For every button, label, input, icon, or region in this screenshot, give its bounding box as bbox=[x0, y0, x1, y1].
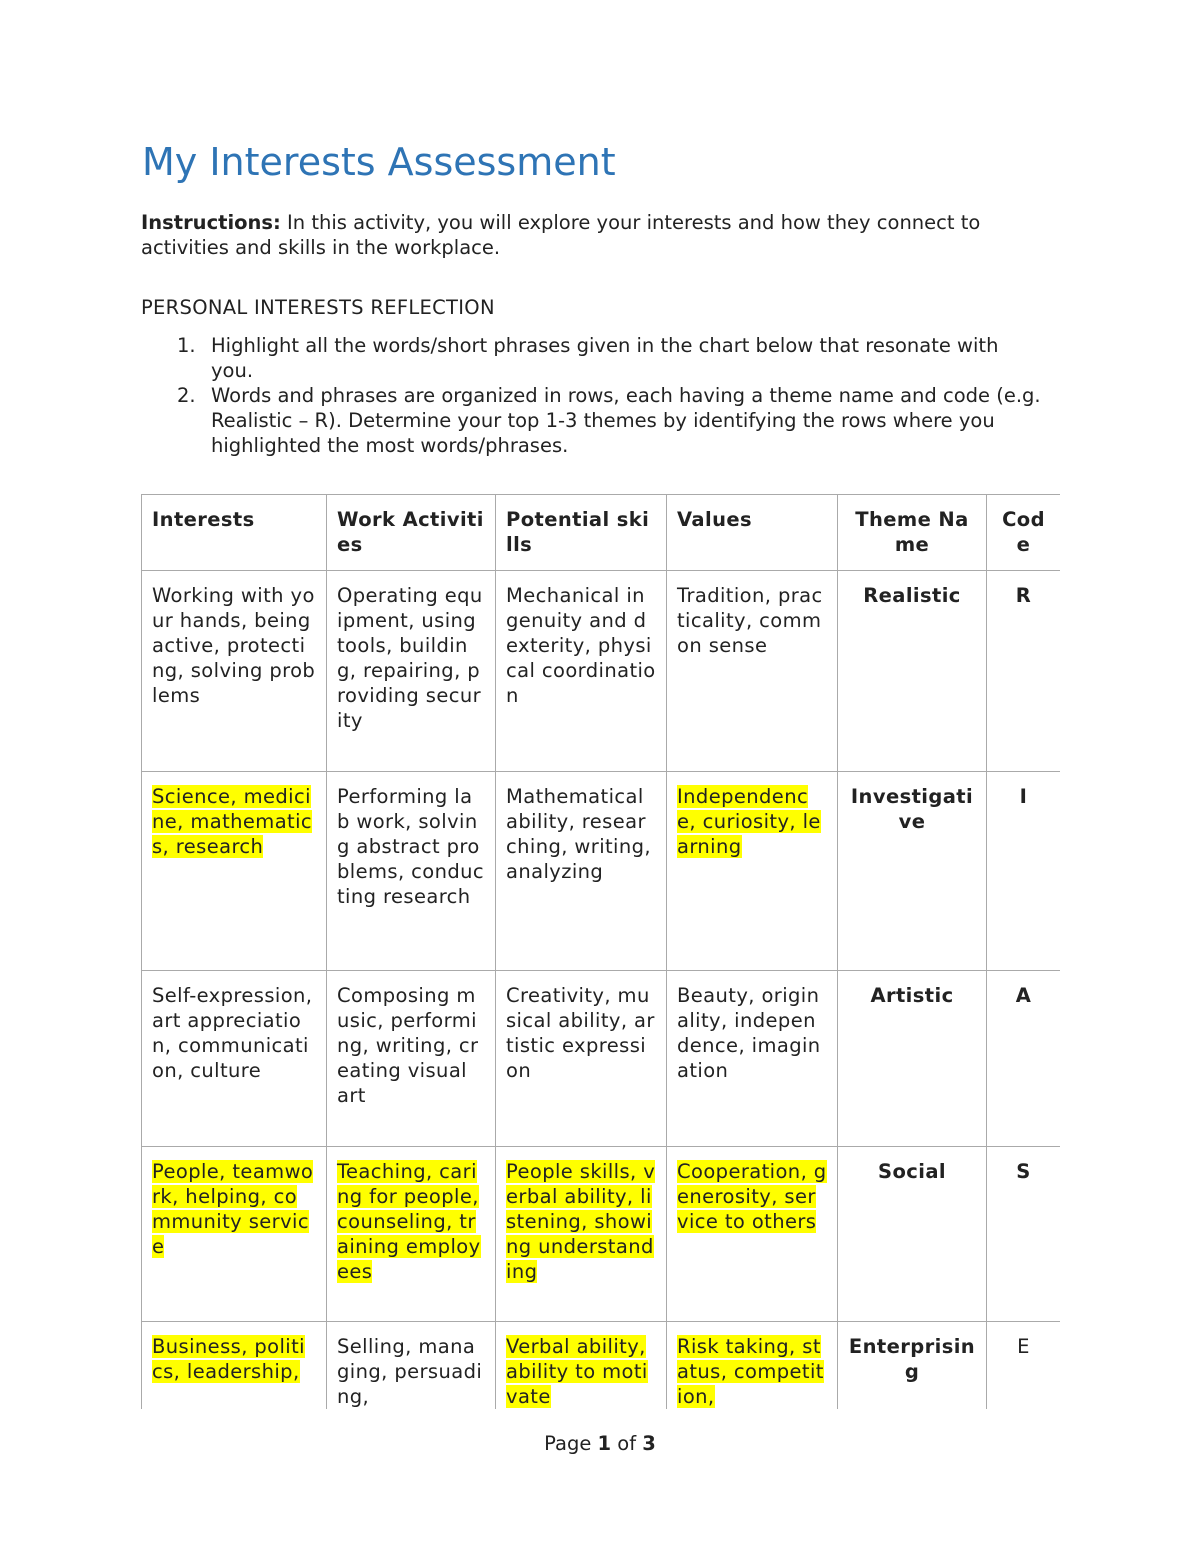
table-header-row bbox=[142, 495, 1061, 571]
of-label: of bbox=[611, 1432, 643, 1455]
cell-theme-name: Artistic bbox=[838, 971, 987, 1147]
cell-theme-name: Realistic bbox=[838, 571, 987, 772]
cell-code: A bbox=[987, 971, 1061, 1147]
instructions-text: In this activity, you will explore your interests and how they connect to activities and skills in the workplace. bbox=[141, 211, 981, 259]
current-page-number: 1 bbox=[597, 1432, 612, 1455]
header-interests: Interests bbox=[142, 495, 327, 571]
cell-values: Beauty, originality, independence, imagination bbox=[667, 971, 838, 1147]
header-code: Code bbox=[987, 495, 1061, 571]
step-item bbox=[141, 333, 1041, 383]
cell-theme-name: Investigative bbox=[838, 772, 987, 971]
cell-code: S bbox=[987, 1147, 1061, 1322]
cell-interests: Self-expression, art appreciation, communication, culture bbox=[142, 971, 327, 1147]
cell-values: Cooperation, generosity, service to others bbox=[667, 1147, 838, 1322]
table-row bbox=[142, 1147, 1061, 1322]
cell-work-activities: Operating equipment, using tools, building, repairing, providing security bbox=[327, 571, 496, 772]
table-row bbox=[142, 571, 1061, 772]
instructions bbox=[141, 210, 1061, 260]
cell-potential-skills: Creativity, musical ability, artistic expression bbox=[496, 971, 667, 1147]
page-label: Page bbox=[544, 1432, 598, 1455]
cell-interests: Business, politics, leadership, bbox=[142, 1322, 327, 1410]
cell-interests: Science, medicine, mathematics, research bbox=[142, 772, 327, 971]
page-footer bbox=[0, 1432, 1200, 1455]
interests-table-wrapper bbox=[141, 494, 1060, 1409]
cell-work-activities: Performing lab work, solving abstract problems, conducting research bbox=[327, 772, 496, 971]
cell-values: Risk taking, status, competition, bbox=[667, 1322, 838, 1410]
interests-table bbox=[141, 494, 1060, 1409]
table-row bbox=[142, 772, 1061, 971]
header-theme-name: Theme Name bbox=[838, 495, 987, 571]
step-item bbox=[141, 383, 1041, 458]
cell-work-activities: Teaching, caring for people, counseling, training employees bbox=[327, 1147, 496, 1322]
instructions-label: Instructions: bbox=[141, 211, 281, 234]
step-number: 2. bbox=[177, 384, 196, 407]
step-text: Highlight all the words/short phrases given in the chart below that resonate with you. bbox=[211, 334, 999, 382]
step-number: 1. bbox=[177, 334, 196, 357]
cell-values: Independence, curiosity, learning bbox=[667, 772, 838, 971]
header-values: Values bbox=[667, 495, 838, 571]
cell-theme-name: Social bbox=[838, 1147, 987, 1322]
cell-theme-name: Enterprising bbox=[838, 1322, 987, 1410]
page-title: My Interests Assessment bbox=[142, 140, 616, 184]
cell-code: E bbox=[987, 1322, 1061, 1410]
cell-potential-skills: Mechanical ingenuity and dexterity, physical coordination bbox=[496, 571, 667, 772]
cell-interests: Working with your hands, being active, protecting, solving problems bbox=[142, 571, 327, 772]
table-row bbox=[142, 971, 1061, 1147]
cell-code: I bbox=[987, 772, 1061, 971]
cell-work-activities: Selling, managing, persuading, bbox=[327, 1322, 496, 1410]
cell-potential-skills: Verbal ability, ability to motivate bbox=[496, 1322, 667, 1410]
cell-interests: People, teamwork, helping, community service bbox=[142, 1147, 327, 1322]
cell-values: Tradition, practicality, common sense bbox=[667, 571, 838, 772]
cell-potential-skills: Mathematical ability, researching, writing, analyzing bbox=[496, 772, 667, 971]
step-text: Words and phrases are organized in rows, each having a theme name and code (e.g. Realistic – R). Determine your top 1-3 themes by identifying the rows where you highlighted the most words/phrases. bbox=[211, 384, 1041, 457]
section-heading: PERSONAL INTERESTS REFLECTION bbox=[141, 296, 495, 319]
cell-code: R bbox=[987, 571, 1061, 772]
table-row bbox=[142, 1322, 1061, 1410]
header-potential-skills: Potential skills bbox=[496, 495, 667, 571]
cell-work-activities: Composing music, performing, writing, creating visual art bbox=[327, 971, 496, 1147]
header-work-activities: Work Activities bbox=[327, 495, 496, 571]
steps-list bbox=[141, 333, 1041, 458]
total-pages: 3 bbox=[642, 1432, 656, 1455]
cell-potential-skills: People skills, verbal ability, listening, showing understanding bbox=[496, 1147, 667, 1322]
